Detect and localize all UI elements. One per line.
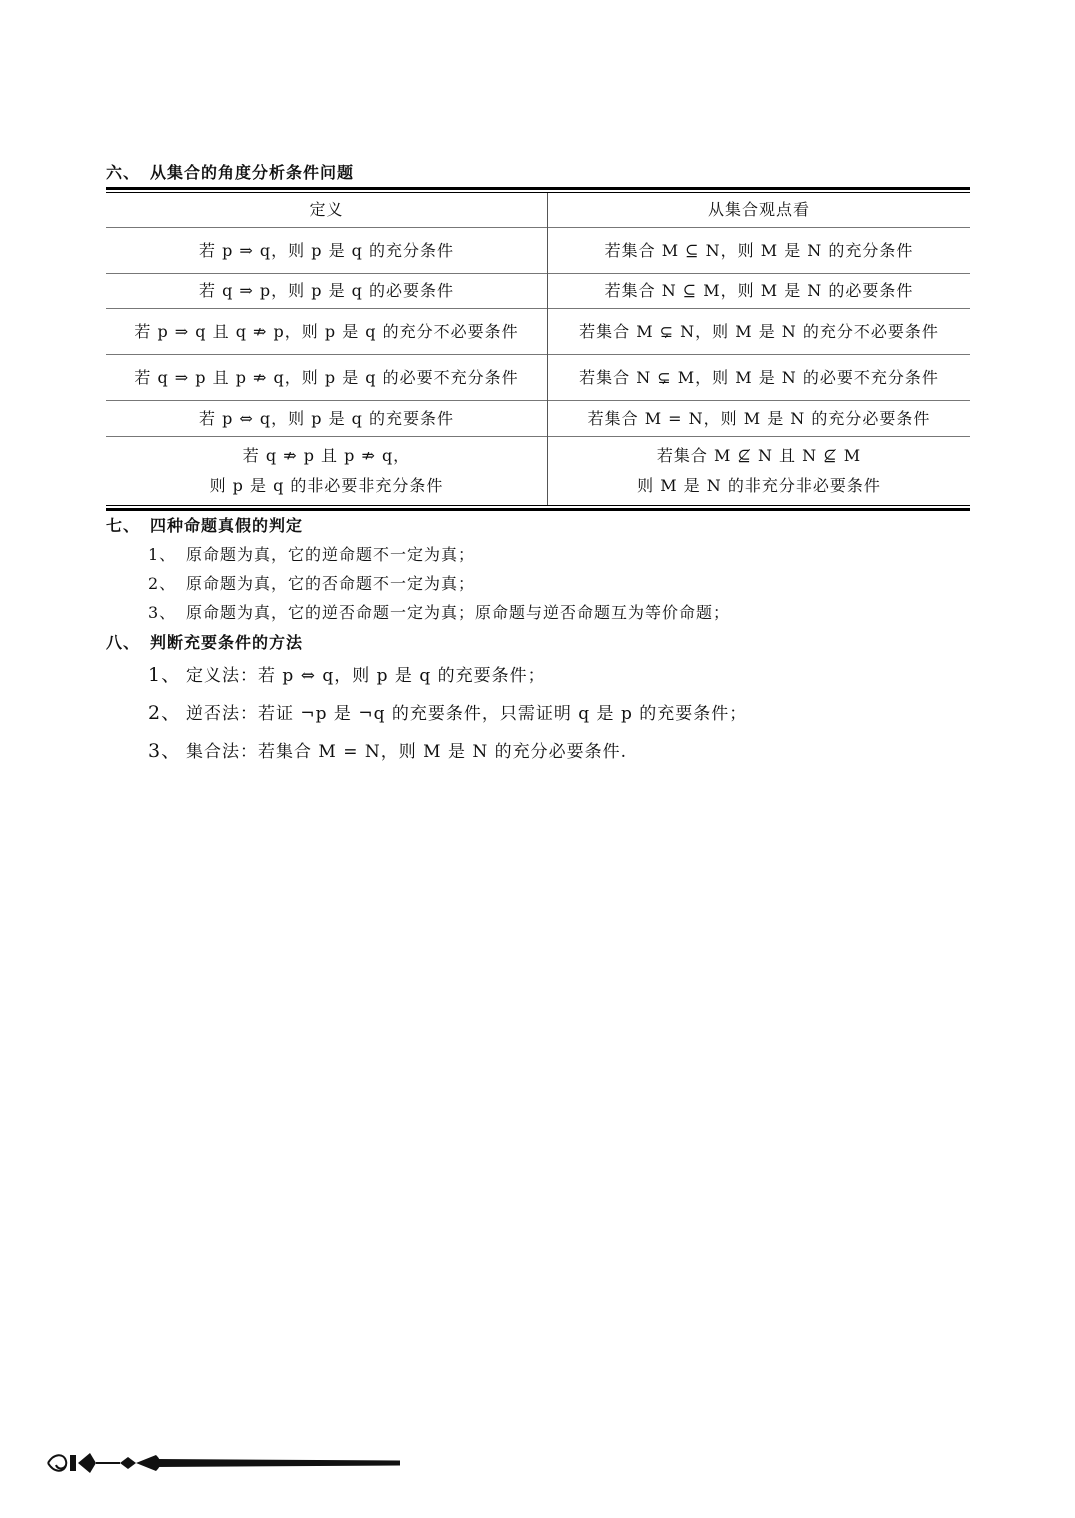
- table-cell-set-view: 若集合 M ⊈ N 且 N ⊈ M 则 M 是 N 的非充分非必要条件: [637, 446, 881, 495]
- table-cell-set-view: 若集合 N ⊊ M，则 M 是 N 的必要不充分条件: [579, 367, 939, 387]
- table-cell-definition: 若 p ⇔ q，则 p 是 q 的充要条件: [199, 408, 454, 428]
- list-item: 3、 原命题为真，它的逆否命题一定为真；原命题与逆否命题互为等价命题；: [148, 603, 731, 622]
- table-cell-set-view: 若集合 M = N，则 M 是 N 的充分必要条件: [587, 408, 931, 428]
- table-header-definition: 定义: [309, 200, 344, 219]
- list-item: 1、 定义法：若 p ⇔ q，则 p 是 q 的充要条件；: [148, 664, 546, 686]
- table-cell-definition: 若 q ⇒ p 且 p ⇏ q，则 p 是 q 的必要不充分条件: [134, 367, 519, 387]
- table-bottom-rule-thin: [106, 505, 970, 506]
- section-title: 四种命题真假的判定: [150, 516, 304, 535]
- list-item: 2、 逆否法：若证 ¬p 是 ¬q 的充要条件，只需证明 q 是 p 的充要条件；: [148, 702, 748, 724]
- table-bottom-rule-thick: [106, 508, 970, 511]
- table-cell-definition: 若 q ⇒ p，则 p 是 q 的必要条件: [199, 281, 454, 300]
- table-cell-set-view: 若集合 M ⊆ N，则 M 是 N 的充分条件: [604, 240, 914, 260]
- table-cell-definition: 若 q ⇏ p 且 p ⇏ q， 则 p 是 q 的非必要非充分条件: [209, 446, 444, 495]
- table-cell-definition: 若 p ⇒ q，则 p 是 q 的充分条件: [199, 240, 454, 260]
- section-number: 八、: [106, 633, 141, 652]
- section-title: 从集合的角度分析条件问题: [150, 163, 355, 182]
- table-header-set-view: 从集合观点看: [707, 200, 810, 219]
- table-cell-set-view: 若集合 N ⊆ M，则 M 是 N 的必要条件: [604, 281, 914, 300]
- list-item: 1、 原命题为真，它的逆命题不一定为真；: [148, 545, 476, 564]
- table-cell-definition: 若 p ⇒ q 且 q ⇏ p，则 p 是 q 的充分不必要条件: [134, 321, 519, 341]
- list-item: 3、 集合法：若集合 M = N，则 M 是 N 的充分必要条件.: [148, 740, 628, 762]
- section-title: 判断充要条件的方法: [150, 633, 304, 652]
- table-top-rule-thick: [106, 187, 970, 190]
- section-number: 七、: [106, 516, 141, 535]
- list-item: 2、 原命题为真，它的否命题不一定为真；: [148, 574, 476, 593]
- footer-ornament-icon: [44, 1443, 404, 1483]
- section-heading-eight: [106, 630, 303, 653]
- section-number: 六、: [106, 163, 141, 182]
- section-heading-six: [106, 160, 354, 183]
- section-heading-seven: [106, 513, 303, 536]
- table-cell-set-view: 若集合 M ⊊ N，则 M 是 N 的充分不必要条件: [579, 321, 939, 341]
